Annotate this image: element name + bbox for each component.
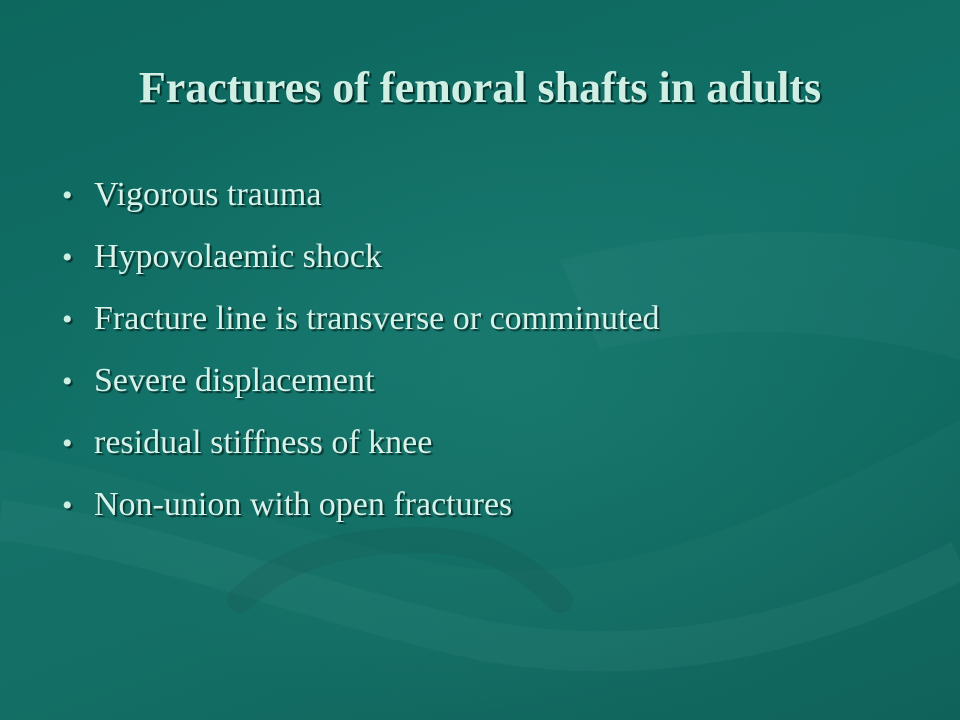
bullet-dot-icon: • (62, 179, 73, 212)
bullet-dot-icon: • (62, 303, 73, 336)
bullet-dot-icon: • (62, 241, 73, 274)
slide-title: Fractures of femoral shafts in adults (138, 63, 822, 112)
list-item (62, 176, 660, 238)
bullet-dot-icon: • (62, 427, 73, 460)
bullet-text: Severe displacement (94, 362, 375, 399)
bullet-text: residual stiffness of knee (94, 424, 433, 461)
list-item (62, 424, 660, 486)
list-item (62, 362, 660, 424)
list-item (62, 300, 660, 362)
bullet-dot-icon: • (62, 365, 73, 398)
bullet-dot-icon: • (62, 489, 73, 522)
list-item (62, 486, 660, 548)
bullet-text: Non-union with open fractures (94, 486, 513, 523)
bullet-list (62, 176, 660, 548)
list-item (62, 238, 660, 300)
bullet-text: Vigorous trauma (94, 176, 322, 213)
bullet-text: Hypovolaemic shock (94, 238, 382, 275)
bullet-text: Fracture line is transverse or comminuted (94, 300, 660, 337)
